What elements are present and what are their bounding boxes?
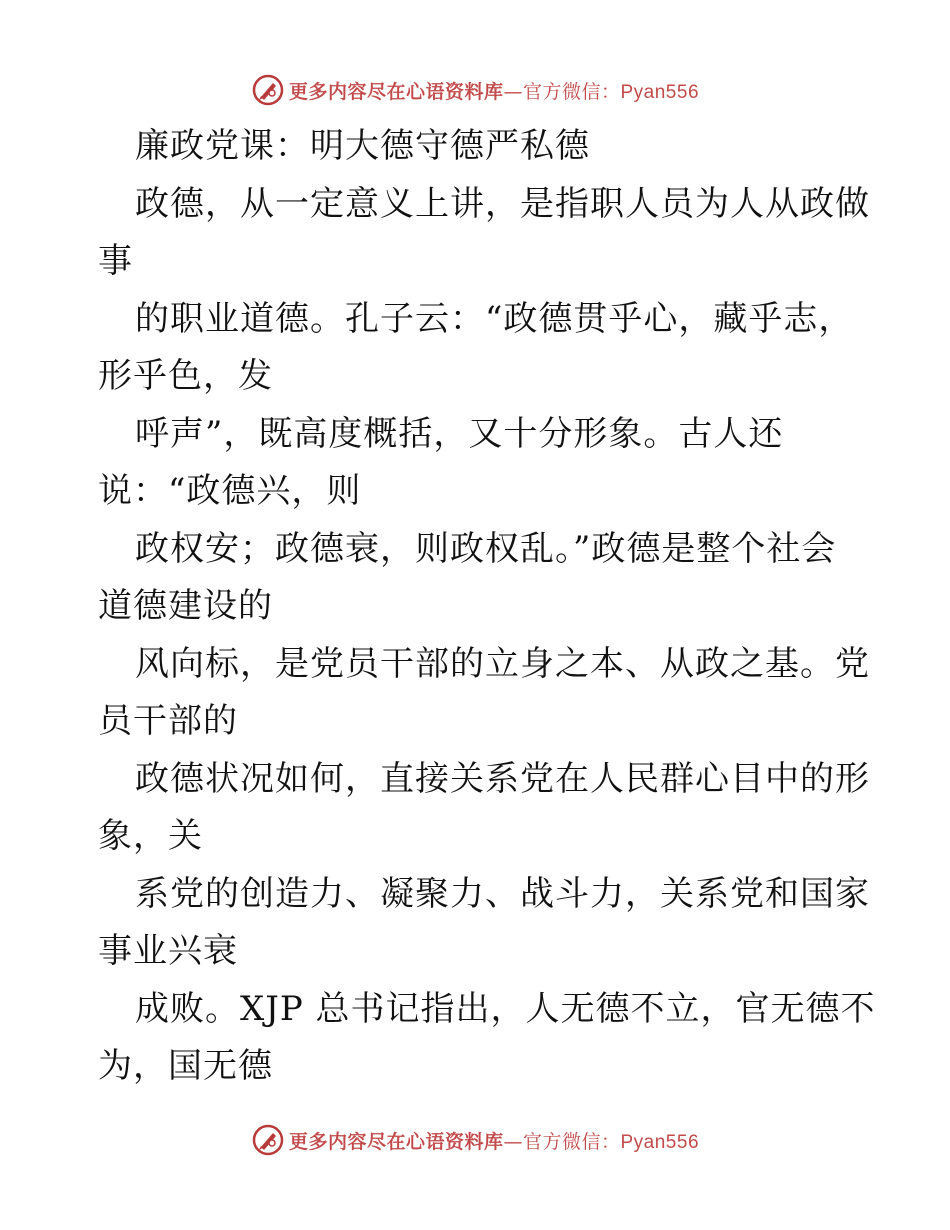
text-line: 形乎色，发 (98, 356, 273, 396)
watermark-wechat-label: 官方微信： (522, 80, 621, 103)
watermark-wechat-id: Pyan556 (620, 1131, 700, 1153)
watermark-wechat-id: Pyan556 (620, 81, 700, 103)
header-watermark (0, 70, 950, 110)
text-line: 为，国无德 (98, 1046, 273, 1086)
text-line: 系党的创造力、凝聚力、战斗力，关系党和国家 (135, 873, 870, 914)
text-line: 说：“政德兴，则 (98, 471, 362, 511)
text-line: 员干部的 (98, 701, 238, 741)
text-line: 的职业道德。孔子云：“政德贯乎心，藏乎志， (135, 298, 854, 339)
text-line: 呼声”，既高度概括，又十分形象。古人还 (135, 413, 784, 454)
quill-logo-icon (251, 1123, 285, 1157)
text-line: 事 (98, 241, 133, 281)
text-line: 道德建设的 (98, 586, 273, 626)
watermark-title: 更多内容尽在心语资料库 (288, 80, 504, 103)
watermark-dash: — (503, 1130, 523, 1153)
watermark-text (289, 77, 699, 104)
quill-logo-icon (251, 73, 285, 107)
watermark-dash: — (503, 80, 523, 103)
document-title: 廉政党课：明大德守德严私德 (135, 126, 590, 166)
watermark-title: 更多内容尽在心语资料库 (288, 1130, 504, 1153)
text-line: 政权安；政德衰，则政权乱。”政德是整个社会 (135, 528, 837, 569)
watermark-text (289, 1127, 699, 1154)
document-body (98, 118, 876, 1096)
text-line: 政德状况如何，直接关系党在人民群心目中的形 (135, 758, 870, 799)
text-line: 风向标，是党员干部的立身之本、从政之基。党 (135, 643, 870, 684)
footer-watermark (0, 1120, 950, 1160)
watermark-wechat-label: 官方微信： (522, 1130, 621, 1153)
text-line: 成败。XJP 总书记指出，人无德不立，官无德不 (135, 988, 876, 1029)
text-line: 政德，从一定意义上讲，是指职人员为人从政做 (135, 183, 870, 224)
text-line: 事业兴衰 (98, 931, 238, 971)
text-line: 象，关 (98, 816, 203, 856)
